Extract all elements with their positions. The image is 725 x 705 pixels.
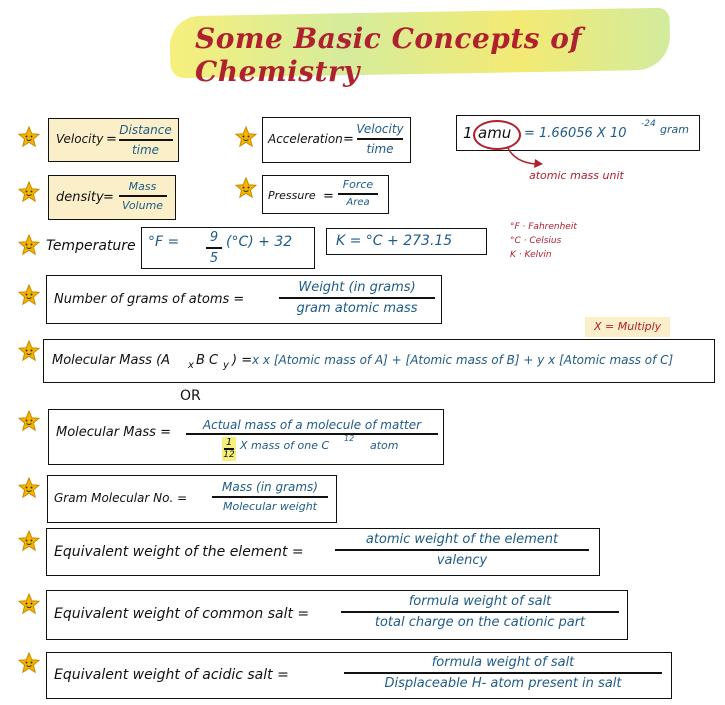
amu-value: = 1.66056 X 10 [524,126,627,141]
fraction-bar [279,297,435,299]
fraction-bar [344,672,662,674]
fraction-bar [335,549,589,551]
star-icon [235,126,257,148]
velocity-eq: = [106,132,117,147]
carbon-superscript: 12 [344,434,355,443]
velocity-label: Velocity [56,132,104,146]
eq-element-fraction [332,532,592,568]
star-icon [18,530,40,552]
legend-fahrenheit: °F · Fahrenheit [510,222,577,232]
eq-element-label: Equivalent weight of the element = [54,544,304,560]
molecular-expression: x x [Atomic mass of A] + [Atomic mass of B] + y x [Atomic mass of C] [252,353,674,367]
eq-common-salt-numerator: formula weight of salt [408,594,552,609]
star-icon [235,177,257,199]
atoms-label: Number of grams of atoms = [54,292,245,307]
star-icon [18,340,40,362]
fraction-bar [119,139,173,141]
density-label: density [56,190,104,205]
acceleration-label: Acceleration [268,132,343,146]
molecular-mass-2-numerator-wrap [186,414,438,433]
velocity-denominator: time [131,142,160,157]
fahrenheit-denominator: 5 [209,250,219,266]
star-icon [18,652,40,674]
amu-lhs: 1 [463,124,473,142]
gram-molecular-numerator: Mass (in grams) [222,480,318,494]
molecular-sub-y: y [223,360,229,371]
eq-acidic-salt-label: Equivalent weight of acidic salt = [54,667,289,683]
gram-molecular-label: Gram Molecular No. = [54,491,188,505]
arrow-icon [505,146,545,170]
density-fraction [115,180,170,212]
eq-acidic-salt-fraction [340,655,666,691]
pressure-label: Pressure [268,189,316,202]
acceleration-numerator: Velocity [356,122,404,136]
fahrenheit-numerator: 9 [209,230,219,245]
fahrenheit-fraction [203,230,225,266]
twelfth-denominator: 12 [223,449,235,460]
twelfth-numerator: 1 [225,437,233,448]
star-icon [18,284,40,306]
page-title: Some Basic Concepts of Chemistry [195,22,583,88]
pressure-numerator: Force [342,178,374,191]
amu-unit-gram: gram [660,123,689,136]
molecular-mass-label: Molecular Mass (A [52,353,171,368]
acceleration-fraction [354,122,406,156]
eq-element-denominator: valency [436,552,488,568]
legend-celsius: °C · Celsius [510,236,562,246]
eq-acidic-salt-denominator: Displaceable H- atom present in salt [384,675,622,691]
gram-molecular-fraction [208,480,332,513]
atoms-numerator: Weight (in grams) [298,280,416,295]
molecular-mass-2-numerator: Actual mass of a molecule of matter [202,418,422,432]
molecular-close: ) = [232,353,253,368]
star-icon [18,593,40,615]
gram-molecular-denominator: Molecular weight [223,499,317,513]
velocity-fraction [118,123,173,157]
or-text: OR [180,388,201,404]
legend-kelvin: K · Kelvin [510,250,552,260]
acceleration-denominator: time [366,141,394,156]
pressure-denominator: Area [346,196,370,208]
fraction-bar [212,496,328,498]
density-numerator: Mass [128,180,157,193]
fraction-bar [119,195,167,197]
multiply-note: X = Multiply [594,320,662,333]
molecular-mass-2-tail: atom [370,439,399,452]
atoms-denominator: gram atomic mass [296,300,418,316]
eq-acidic-salt-numerator: formula weight of salt [431,655,575,670]
kelvin-formula: K = °C + 273.15 [336,233,453,249]
molecular-sub-x: x [188,360,194,371]
density-eq: = [103,190,114,205]
density-denominator: Volume [121,198,164,212]
eq-common-salt-denominator: total charge on the cationic part [374,614,586,630]
eq-common-salt-label: Equivalent weight of common salt = [54,606,310,622]
eq-element-numerator: atomic weight of the element [365,532,559,547]
amu-unit: amu [478,124,512,142]
fraction-bar [186,433,438,435]
star-icon [18,410,40,432]
twelfth-fraction [222,437,236,460]
fraction-bar [357,138,403,140]
velocity-numerator: Distance [119,123,172,137]
star-icon [18,234,40,256]
star-icon [18,477,40,499]
pressure-fraction [334,178,382,208]
fraction-bar [338,193,378,195]
fahrenheit-lhs: °F = [148,234,180,250]
fraction-bar [206,247,222,249]
fahrenheit-rhs: (°C) + 32 [226,234,293,250]
amu-exponent: -24 [641,119,656,129]
eq-common-salt-fraction [338,594,622,630]
star-icon [18,181,40,203]
fraction-bar [341,611,619,613]
molecular-mass-2-label: Molecular Mass = [56,425,171,440]
molecular-mid: B C [196,353,219,368]
atoms-fraction [276,280,438,316]
amu-note: atomic mass unit [529,169,624,182]
temperature-label: Temperature [46,238,136,254]
acceleration-eq: = [343,132,354,147]
molecular-mass-2-denominator: X mass of one C [240,439,330,452]
star-icon [18,126,40,148]
pressure-eq: = [323,189,334,204]
